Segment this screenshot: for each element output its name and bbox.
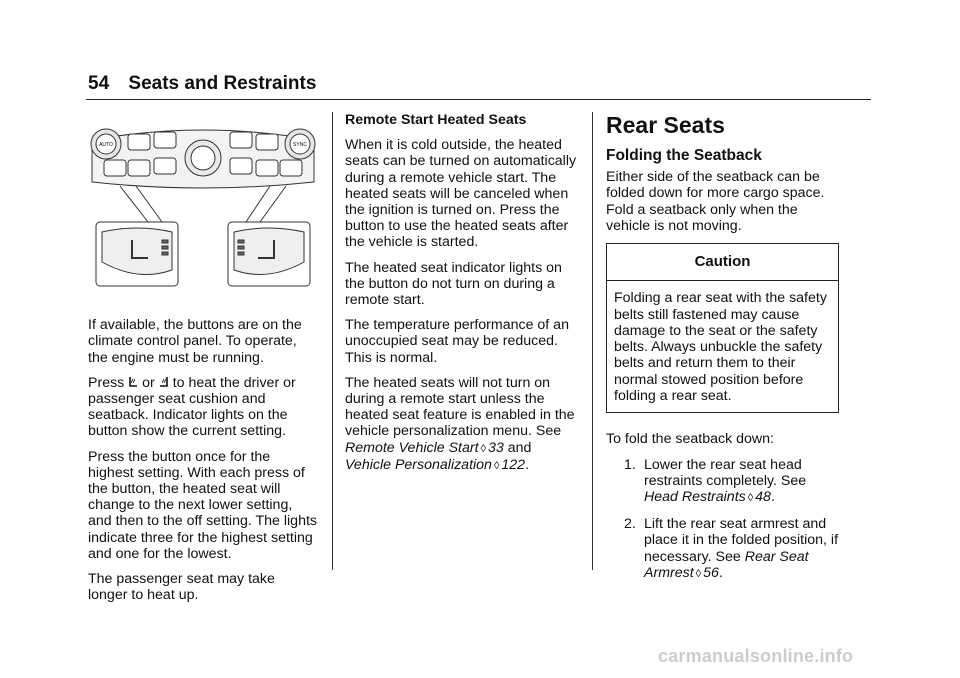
paragraph: The temperature performance of an unoccupied seat may be reduced. This is normal. — [345, 317, 569, 366]
text-span: The heated seats will not turn on during a remote start unless the heated seat feature is enabled in the vehicle personalization menu. See — [345, 374, 575, 440]
column-divider — [592, 112, 593, 570]
paragraph: To fold the seatback down: — [606, 431, 774, 448]
column-3 — [606, 112, 841, 592]
reference-arrow-icon: ◊ — [493, 459, 500, 472]
step-text — [644, 457, 841, 507]
column-divider — [332, 112, 333, 570]
section-heading: Remote Start Heated Seats — [345, 112, 527, 128]
text-span: . — [718, 564, 723, 581]
page-reference[interactable]: 122 — [501, 456, 526, 473]
text-span: and — [507, 439, 532, 456]
cross-reference-link[interactable]: Rear Seat Armrest — [644, 548, 809, 581]
auto-label: AUTO — [99, 142, 113, 148]
reference-arrow-icon: ◊ — [747, 491, 754, 504]
text-span: Press — [88, 374, 125, 391]
reference-arrow-icon: ◊ — [480, 442, 486, 455]
driver-heated-seat-icon — [128, 376, 138, 388]
caution-line: folding a rear seat. — [614, 388, 732, 404]
column-2 — [345, 112, 580, 483]
cross-reference-link[interactable]: Head Restraints — [644, 488, 746, 505]
caution-line: belts still fastened may cause — [614, 306, 800, 323]
caution-line: belts and return them to their — [614, 355, 796, 372]
column-1 — [88, 112, 318, 612]
step-number: 1. — [624, 456, 636, 473]
sync-label: SYNC — [293, 142, 307, 148]
header-rule — [86, 99, 871, 100]
paragraph: If available, the buttons are on the climate control panel. To operate, the engine must be running. — [88, 317, 302, 366]
text-span: to heat the driver or passenger seat cushion and seatback. Indicator lights on the button show the current setting. — [88, 374, 296, 440]
text-span: . — [525, 456, 530, 473]
step-list — [624, 457, 841, 582]
watermark-footer: carmanualsonline.info — [658, 646, 854, 666]
paragraph: Press the button once for the highest setting. With each press of the button, the heated seat will change to the next lower setting, and then to the off setting. The lights indicate three for the highest setting and one for the lowest. — [88, 448, 318, 562]
cross-reference-link[interactable]: Vehicle Personalization — [345, 456, 492, 473]
caution-title: Caution — [607, 244, 838, 281]
page-number: 54 — [88, 73, 110, 94]
paragraph: When it is cold outside, the heated seats can be turned on automatically during a remote vehicle start. The heated seats will be canceled when the ignition is turned on. Press the button to use the heated seats after the vehicle is started. — [345, 137, 577, 251]
text-span: or — [142, 374, 155, 391]
paragraph — [88, 375, 318, 440]
caution-line: normal stowed position before — [614, 371, 804, 388]
page-reference[interactable]: 48 — [755, 488, 771, 505]
text-span: Lift the rear seat armrest and place it in the folded position, if necessary. See — [644, 516, 839, 565]
caution-line: belts. Always unbuckle the safety — [614, 339, 823, 356]
paragraph: The passenger seat may take longer to heat up. — [88, 571, 275, 604]
page-reference[interactable]: 56 — [703, 564, 719, 581]
paragraph: Either side of the seatback can be folded down for more cargo space. Fold a seatback only when the vehicle is not moving. — [606, 169, 825, 234]
subsection-title: Folding the Seatback — [606, 147, 762, 164]
passenger-heated-seat-icon — [159, 376, 169, 388]
step-text — [644, 516, 841, 582]
climate-control-panel-illustration — [88, 112, 318, 290]
caution-box — [606, 243, 839, 413]
list-item — [624, 457, 841, 507]
caution-line: Folding a rear seat with the safety — [614, 290, 827, 307]
paragraph: The heated seat indicator lights on the button do not turn on during a remote start. — [345, 259, 562, 309]
paragraph — [345, 375, 580, 474]
page-header — [88, 73, 316, 95]
list-item — [624, 516, 841, 582]
reference-arrow-icon: ◊ — [695, 567, 702, 580]
caution-line: damage to the seat or the safety — [614, 322, 818, 339]
section-title: Seats and Restraints — [128, 73, 317, 94]
text-span: . — [770, 488, 775, 505]
text-span: Lower the rear seat head restraints completely. See — [644, 456, 807, 489]
step-number: 2. — [624, 516, 636, 533]
section-title-rear-seats: Rear Seats — [606, 112, 725, 138]
caution-body — [607, 281, 838, 412]
cross-reference-link[interactable]: Remote Vehicle Start — [345, 439, 479, 456]
page-reference[interactable]: 33 — [487, 439, 504, 456]
